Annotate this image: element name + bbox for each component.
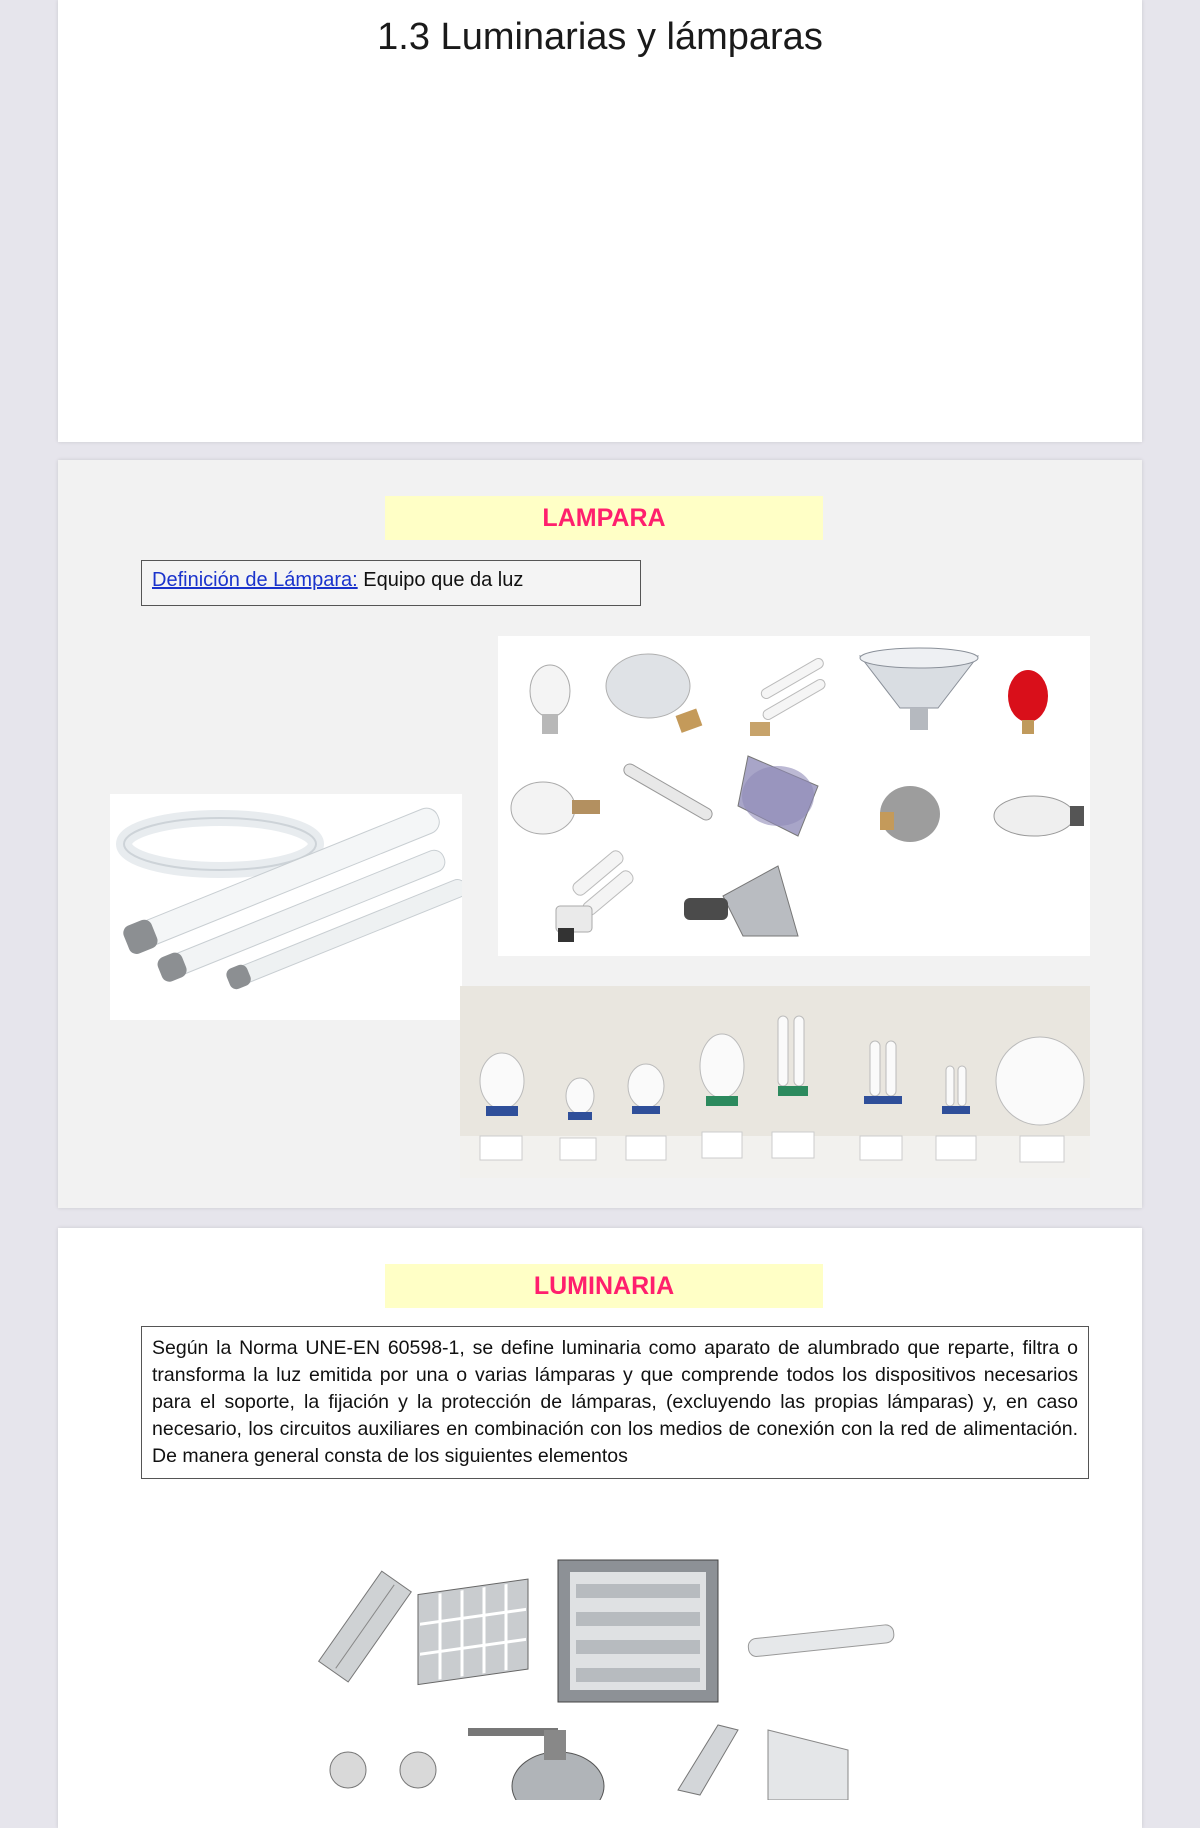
definition-link[interactable]: Definición de Lámpara:: [152, 569, 358, 591]
assorted-lamps-image: [498, 636, 1090, 956]
slide-luminaria: [58, 1228, 1142, 1828]
slide-title: [58, 0, 1142, 442]
luminaria-heading: LUMINARIA: [385, 1264, 823, 1308]
definition-box: [141, 560, 641, 606]
assorted-lamps-icon: [498, 636, 1090, 956]
luminaires-icon: [308, 1550, 968, 1800]
lampara-heading: LAMPARA: [385, 496, 823, 540]
page-title: 1.3 Luminarias y lámparas: [377, 16, 823, 58]
fluorescent-tubes-icon: [110, 794, 462, 1020]
luminaria-description: Según la Norma UNE-EN 60598-1, se define luminaria como aparato de alumbrado que reparte, filtra o transforma la luz emitida por una o varias lámparas y que comprende todos los dispositivos necesarios para el soporte, la fijación y la protección de lámparas, (excluyendo las propias lámparas) y, en caso necesario, los circuitos auxiliares en combinación con los medios de conexión con la red de alimentación. De manera general consta de los siguientes elementos: [152, 1337, 1078, 1467]
definition-text: Equipo que da luz: [357, 569, 524, 591]
fluorescent-tubes-image: [110, 794, 462, 1020]
cfl-lamps-icon: [460, 986, 1090, 1178]
luminaria-definition-box: [141, 1326, 1089, 1479]
slide-lampara: [58, 460, 1142, 1208]
luminaires-image: [308, 1550, 968, 1800]
cfl-lamps-image: [460, 986, 1090, 1178]
